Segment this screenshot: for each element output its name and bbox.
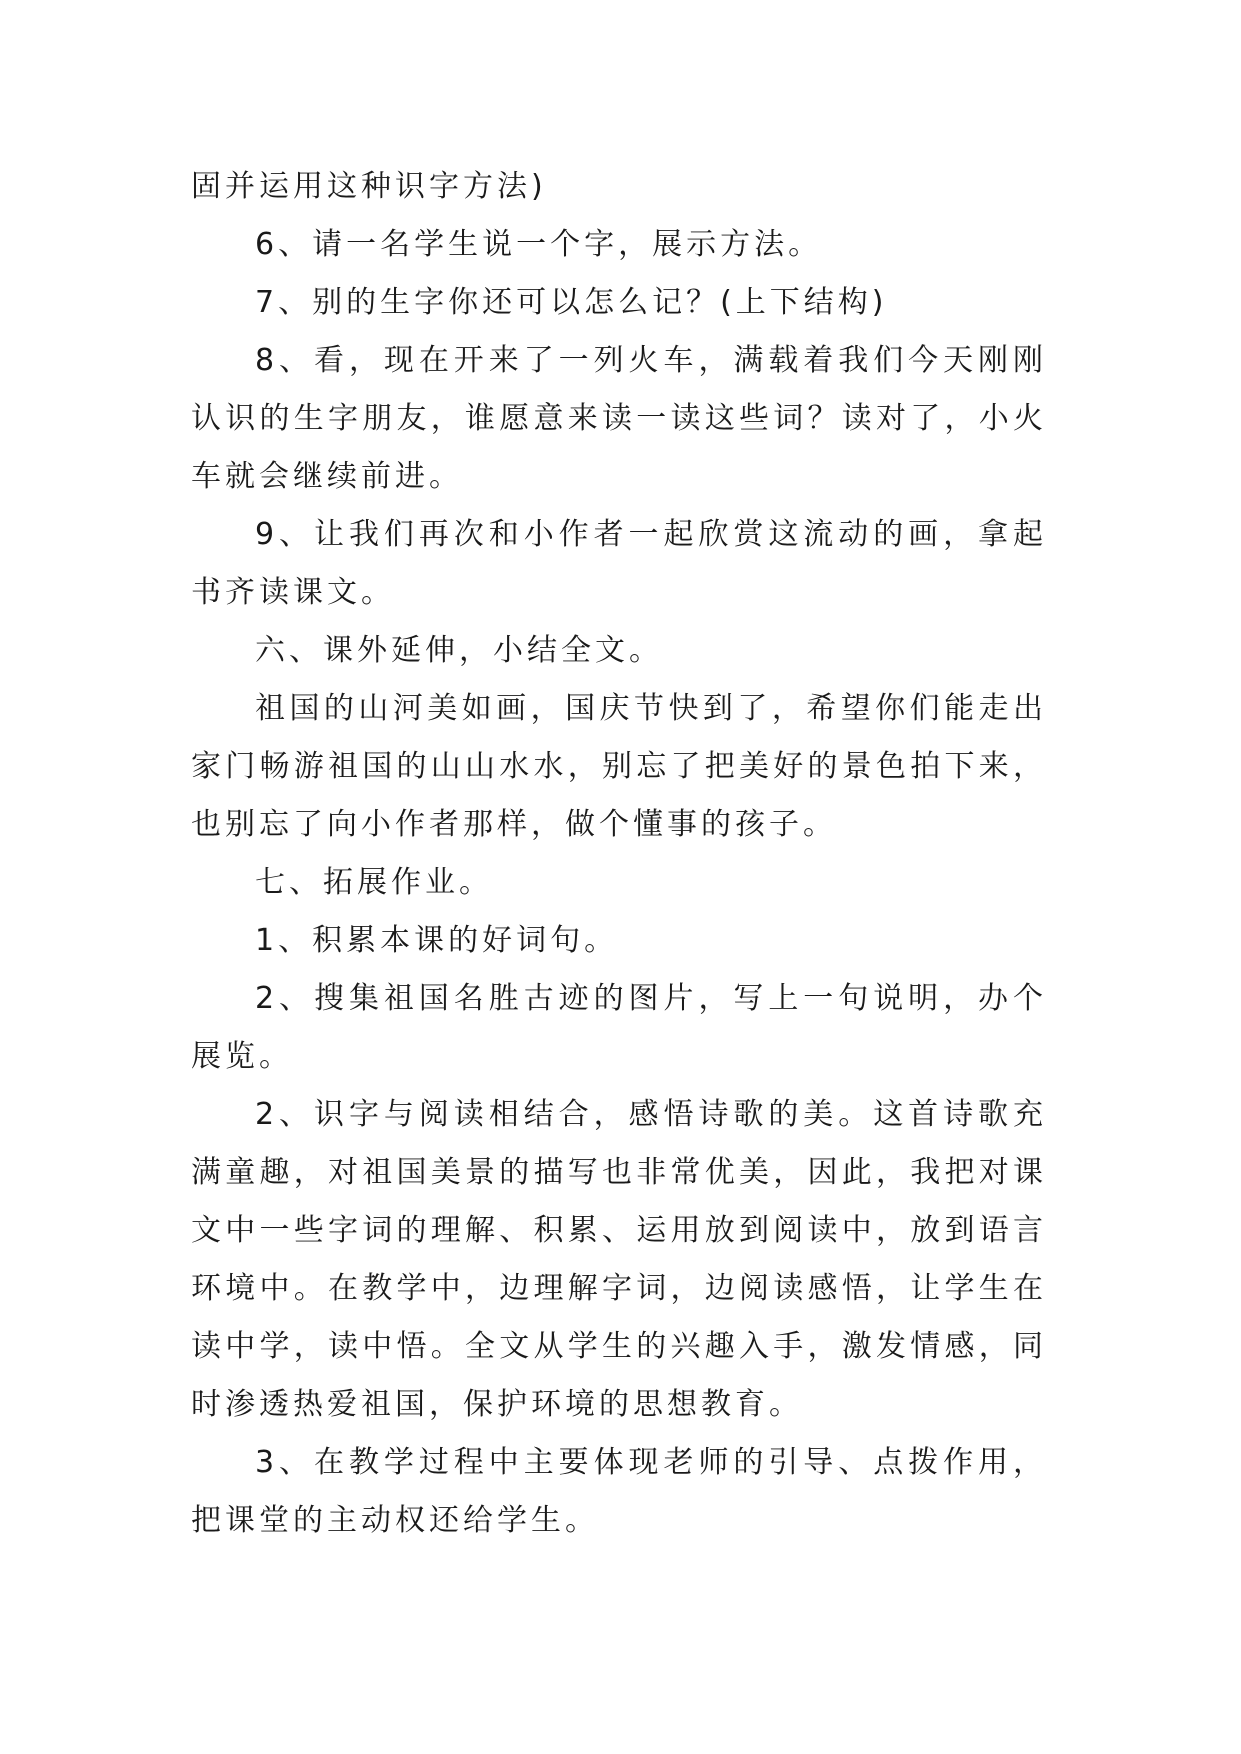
paragraph-summary: 祖国的山河美如画，国庆节快到了，希望你们能走出家门畅游祖国的山山水水，别忘了把美好的景色拍下来，也别忘了向小作者那样，做个懂事的孩子。 xyxy=(191,691,1047,842)
paragraph-continuation: 固并运用这种识字方法) xyxy=(191,169,547,204)
reflection-item-3: 3、在教学过程中主要体现老师的引导、点拨作用，把课堂的主动权还给学生。 xyxy=(191,1445,1047,1538)
paragraph-step-6: 6、请一名学生说一个字，展示方法。 xyxy=(255,227,823,262)
reflection-item-2: 2、识字与阅读相结合，感悟诗歌的美。这首诗歌充满童趣，对祖国美景的描写也非常优美，因此，我把对课文中一些字词的理解、积累、运用放到阅读中，放到语言环境中。在教学中，边理解字词，边阅读感悟，让学生在读中学，读中悟。全文从学生的兴趣入手，激发情感，同时渗透热爱祖国，保护环境的思想教育。 xyxy=(191,1097,1047,1422)
paragraph-step-8: 8、看，现在开来了一列火车，满载着我们今天刚刚认识的生字朋友，谁愿意来读一读这些词？读对了，小火车就会继续前进。 xyxy=(191,343,1047,494)
paragraph-step-9: 9、让我们再次和小作者一起欣赏这流动的画，拿起书齐读课文。 xyxy=(191,517,1047,610)
section-heading-seven: 七、拓展作业。 xyxy=(255,865,493,900)
section-heading-six: 六、课外延伸，小结全文。 xyxy=(255,633,663,668)
homework-item-1: 1、积累本课的好词句。 xyxy=(255,923,619,958)
homework-item-2: 2、搜集祖国名胜古迹的图片，写上一句说明，办个展览。 xyxy=(191,981,1047,1074)
document-body xyxy=(191,158,1047,1550)
paragraph-step-7: 7、别的生字你还可以怎么记？(上下结构) xyxy=(255,285,888,320)
